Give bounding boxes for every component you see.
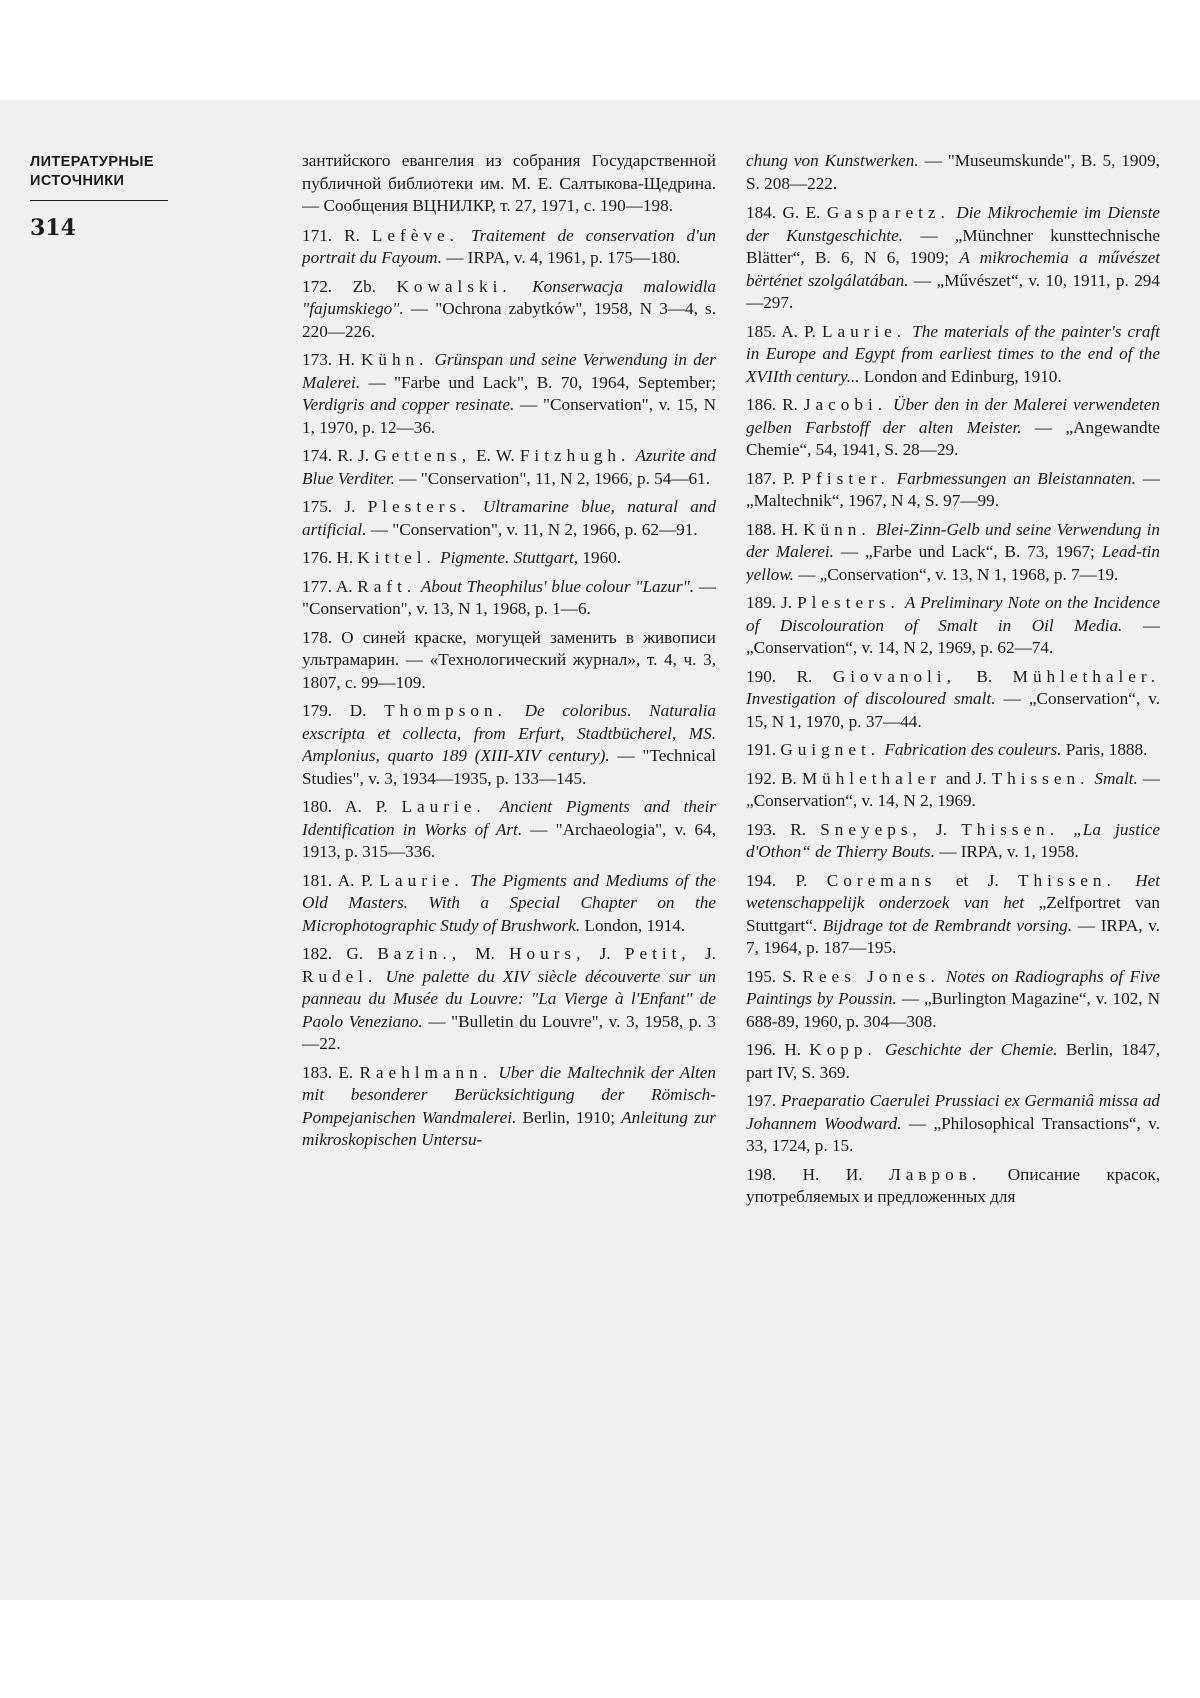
entry-text: 181. A. P. — [302, 870, 380, 890]
bibliography-entry — [746, 739, 1160, 762]
entry-author: Guignet. — [780, 740, 881, 759]
entry-text: — „Conservation“, v. 13, N 1, 1968, p. 7—19. — [793, 564, 1119, 584]
entry-title: Traitement de conservation d'un portrait du Fayoum. — [302, 225, 716, 267]
entry-title: A mikrochemia a művészet bërténet szolgálatában. — [746, 248, 1160, 290]
entry-title: The materials of the painter's craft in Europe and Egypt from earliest times to the end of the XVIIth century... — [746, 321, 1160, 386]
page-number: 314 — [30, 215, 76, 241]
entry-title: Farbmessungen an Bleistannaten. — [896, 468, 1137, 488]
entry-title: Fabrication des couleurs. — [884, 740, 1062, 759]
entry-text: Berlin, 1847, part IV, S. 369. — [746, 1040, 1160, 1082]
entry-title: Notes on Radiographs of Five Paintings by Poussin. — [746, 966, 1160, 1008]
entry-text: 196. H. — [746, 1040, 810, 1059]
entry-title: Ultramarine blue, natural and artificial. — [302, 497, 716, 539]
entry-text: 194. P. — [746, 870, 827, 890]
entry-text: 183. E. — [302, 1062, 360, 1082]
entry-text: 188. H. — [746, 519, 804, 539]
entry-author: Plesters. — [797, 593, 900, 612]
book-page — [0, 100, 1200, 1600]
entry-text: 185. A. P. — [746, 321, 822, 341]
entry-text: 189. J. — [746, 593, 798, 612]
entry-text: — "Conservation", 11, N 2, 1966, p. 54—61. — [394, 468, 711, 488]
entry-text: M. — [461, 944, 510, 963]
entry-text: 186. R. — [746, 395, 804, 414]
section-title: ЛИТЕРАТУРНЫЕ ИСТОЧНИКИ — [30, 154, 154, 189]
entry-text: 174. R. J. — [302, 446, 375, 465]
bibliography-entry — [746, 768, 1160, 813]
entry-text: Paris, 1888. — [1061, 740, 1148, 759]
entry-text: — "Conservation", v. 15, N 1, 1970, p. 12—36. — [302, 395, 716, 437]
entry-text: J. — [921, 819, 962, 839]
entry-title: Une palette du XIV siècle découverte sur un panneau du Musée du Louvre: "La Vierge à l'Enfant" de Paolo Veneziano. — [302, 966, 716, 1031]
bibliography-entry — [302, 225, 716, 270]
entry-title: Grünspan und seine Verwendung in der Malerei. — [302, 350, 716, 392]
entry-author: Thompson. — [384, 701, 507, 720]
bibliography-entry — [302, 349, 716, 439]
entry-text — [507, 701, 525, 720]
entry-text: 172. Zb. — [302, 276, 397, 296]
entry-title: Lead-tin yellow. — [746, 542, 1160, 584]
entry-text: — "Museumskunde", B. 5, 1909, S. 208—222. — [746, 151, 1160, 193]
entry-title: The Pigments and Mediums of the Old Masters. With a Special Chapter on the Microphotographic Study of Brushwork. — [302, 870, 716, 935]
bibliography-entry — [302, 496, 716, 541]
entry-text: 191. — [746, 740, 781, 759]
bibliography-entry — [746, 202, 1160, 315]
entry-text: 192. B. — [746, 768, 802, 788]
entry-title: Bijdrage tot de Rembrandt vorsing. — [822, 915, 1073, 935]
entry-author: Sneyeps, — [820, 819, 922, 839]
entry-author: Thissen. — [991, 768, 1090, 788]
bibliography-entry — [746, 1039, 1160, 1084]
entry-title: Über den in der Malerei verwendeten gelben Farbstoff der alten Meister. — [746, 395, 1160, 437]
entry-text: 1960. — [578, 548, 622, 567]
entry-text: E. W. — [471, 446, 520, 465]
bibliography-entry — [302, 445, 716, 490]
entry-text: 177. A. — [302, 576, 358, 596]
entry-text — [459, 226, 471, 245]
bibliography-entry — [302, 276, 716, 344]
entry-title: Blei-Zinn-Gelb und seine Verwendung in der Malerei. — [746, 519, 1160, 561]
entry-author: Rudel. — [302, 966, 378, 986]
entry-text: — IRPA, v. 7, 1964, p. 187—195. — [746, 915, 1160, 957]
entry-author: Giovanoli, — [832, 666, 956, 686]
entry-title: Konserwacja malowidla "fajumskiego". — [302, 276, 716, 318]
entry-author: Rees Jones. — [802, 966, 940, 986]
entry-text: J. — [585, 944, 625, 963]
entry-text — [377, 967, 385, 986]
entry-text: 198. Н. И. — [746, 1164, 890, 1184]
bibliography-entry — [302, 943, 716, 1056]
entry-text: 184. G. E. — [746, 203, 827, 222]
bibliography-column-left — [302, 150, 716, 1590]
entry-author: Лавров. — [889, 1164, 982, 1184]
entry-text: 195. S. — [746, 966, 803, 986]
bibliography-entry — [746, 519, 1160, 587]
bibliography-entry — [746, 150, 1160, 195]
entry-title: „La justice d'Othon“ de Thierry Bouts. — [746, 819, 1160, 861]
header-rule — [30, 200, 168, 201]
entry-text: зантийского евангелия из собрания Государственной публичной библиотеки им. М. Е. Салтыкова-Щедрина. — Сообщения ВЦНИЛКР, т. 27, 1971, с. 190—198. — [302, 151, 716, 215]
bibliography-entry — [302, 700, 716, 790]
entry-author: Petit, — [624, 944, 691, 963]
entry-text: 182. G. — [302, 944, 378, 963]
entry-title: De coloribus. Naturalia exscripta et collecta, from Erfurt, Stadtbücherel, MS. Amplonius, quarto 189 (XIII-XIV century). — [302, 701, 716, 765]
bibliography-entry — [746, 394, 1160, 462]
entry-text — [890, 469, 897, 488]
bibliography-column-right — [746, 150, 1160, 1590]
entry-text: — "Conservation", v. 13, N 1, 1968, p. 1—6. — [302, 576, 716, 618]
entry-text: — „Burlington Magazine“, v. 102, N 688-89, 1960, p. 304—308. — [746, 989, 1160, 1031]
entry-text: Описание красок, употребляемых и предложенных для — [746, 1164, 1160, 1206]
bibliography-entry — [746, 870, 1160, 960]
bibliography-entry — [746, 1090, 1160, 1158]
entry-text: 176. H. — [302, 548, 358, 567]
entry-author: Laurie. — [821, 321, 907, 341]
bibliography-entry — [302, 1062, 716, 1152]
entry-author: Raft. — [357, 576, 417, 596]
bibliography-entry — [746, 321, 1160, 389]
entry-title: Azurite and Blue Verditer. — [302, 446, 716, 488]
entry-text — [1116, 871, 1135, 890]
entry-text: 178. О синей краске, могущей заменить в живописи ультрамарин. — «Технологический журнал», т. 4, ч. 3, 1807, с. 99—109. — [302, 627, 716, 692]
page-margin-header — [30, 153, 190, 241]
entry-author: Mühlethaler. — [1012, 666, 1160, 686]
entry-title: Uber die Maltechnik der Alten mit besonderer Berücksichtigung der Römisch-Pompejanischen Wandmalerei. — [302, 1062, 716, 1127]
entry-author: Kühn. — [360, 350, 429, 369]
entry-text — [470, 497, 482, 516]
entry-text: 171. R. — [302, 225, 372, 245]
entry-author: Gettens, — [374, 446, 472, 465]
entry-text: — „Philosophical Transactions“, v. 33, 1724, p. 15. — [746, 1113, 1160, 1155]
bibliography-entry — [746, 592, 1160, 660]
entry-author: Laurie. — [379, 870, 464, 890]
entry-text: — „Angewandte Chemie“, 54, 1941, S. 28—29. — [746, 417, 1160, 459]
entry-text: — "Farbe und Lack", B. 70, 1964, September; — [360, 372, 716, 392]
bibliography-entry — [302, 150, 716, 218]
entry-author: Gasparetz. — [826, 203, 950, 222]
entry-text: 197. — [746, 1091, 781, 1110]
entry-author: Thissen. — [1018, 870, 1116, 890]
bibliography-entry — [746, 468, 1160, 513]
entry-title: About Theophilus' blue colour "Lazur". — [420, 576, 695, 596]
entry-text: J. — [690, 944, 716, 963]
entry-text: 193. R. — [746, 819, 821, 839]
entry-text — [486, 797, 500, 816]
entry-author: Raehlmann. — [359, 1062, 493, 1082]
entry-text: B. — [955, 666, 1013, 686]
entry-text: — „Farbe und Lack“, B. 73, 1967; — [833, 542, 1102, 561]
entry-text: 190. R. — [746, 666, 833, 686]
entry-author: Kopp. — [809, 1040, 877, 1059]
bibliography-entry — [746, 666, 1160, 734]
entry-text: 180. A. P. — [302, 797, 402, 816]
entry-title: Pigmente. Stuttgart, — [440, 548, 579, 567]
entry-text: Berlin, 1910; — [516, 1107, 622, 1127]
entry-text: „Zelfportret van Stuttgart“. — [746, 893, 1160, 935]
bibliography-entry — [302, 627, 716, 695]
entry-text: 187. P. — [746, 468, 802, 488]
entry-title: Anleitung zur mikroskopischen Untersu- — [302, 1107, 716, 1149]
entry-text: — „Maltechnik“, 1967, N 4, S. 97—99. — [746, 468, 1160, 510]
entry-author: Thissen. — [961, 819, 1060, 839]
entry-text: London, 1914. — [580, 915, 686, 935]
entry-text: — IRPA, v. 4, 1961, p. 175—180. — [441, 248, 681, 267]
entry-author: Kittel. — [357, 548, 436, 567]
bibliography-entry — [746, 819, 1160, 864]
entry-text: — „Conservation“, v. 15, N 1, 1970, p. 37—44. — [746, 689, 1160, 731]
entry-author: Coremans — [826, 870, 937, 890]
entry-author: Hours, — [509, 944, 586, 963]
entry-title: Geschichte der Chemie. — [885, 1040, 1058, 1059]
bibliography-entry — [302, 870, 716, 938]
entry-author: Jacobi. — [803, 395, 888, 414]
entry-text: — "Conservation", v. 11, N 2, 1966, p. 62—91. — [366, 519, 698, 539]
entry-text: — IRPA, v. 1, 1958. — [934, 842, 1079, 861]
entry-author: Laurie. — [401, 797, 486, 816]
entry-text: — „Conservation“, v. 14, N 2, 1969. — [746, 768, 1160, 810]
entry-author: Mühlethaler — [801, 768, 941, 788]
entry-text: et J. — [936, 870, 1019, 890]
entry-text: — "Archaeologia", v. 64, 1913, p. 315—336. — [302, 819, 716, 861]
entry-text: — "Technical Studies", v. 3, 1934—1935, p. 133—145. — [302, 746, 716, 788]
entry-author: Plesters. — [367, 497, 471, 516]
entry-author: Lefève. — [371, 225, 459, 245]
entry-author: Pfister. — [801, 468, 890, 488]
bibliography-entry — [302, 576, 716, 621]
bibliography-entry — [302, 796, 716, 864]
entry-text: — „Münchner kunsttechnische Blätter“, B. 6, N 6, 1909; — [746, 225, 1160, 267]
entry-title: Investigation of discoloured smalt. — [746, 689, 996, 708]
entry-title: Smalt. — [1094, 768, 1138, 788]
entry-author: Fitzhugh. — [519, 446, 631, 465]
entry-text: 179. D. — [302, 701, 385, 720]
bibliography-entry — [302, 547, 716, 570]
entry-title: Praeparatio Caerulei Prussiaci ex Germaniâ missa ad Johannem Woodward. — [746, 1091, 1160, 1133]
entry-title: Het wetenschappelijk onderzoek van het — [746, 870, 1160, 912]
entry-text: 175. J. — [302, 497, 368, 516]
entry-text: — "Bulletin du Louvre", v. 3, 1958, p. 3—22. — [302, 1011, 716, 1053]
entry-text — [877, 1040, 885, 1059]
entry-title: chung von Kunstwerken. — [746, 151, 919, 170]
entry-author: Bazin., — [377, 944, 461, 963]
entry-author: Kowalski. — [396, 276, 512, 296]
entry-text: and J. — [940, 768, 992, 788]
entry-text — [512, 277, 533, 296]
entry-text: — „Conservation“, v. 14, N 2, 1969, p. 62—74. — [746, 615, 1160, 657]
entry-title: Verdigris and copper resinate. — [302, 395, 515, 414]
entry-title: Die Mikrochemie im Dienste der Kunstgeschichte. — [746, 203, 1160, 245]
entry-text: 173. H. — [302, 350, 361, 369]
entry-title: Ancient Pigments and their Identification in Works of Art. — [302, 797, 716, 839]
bibliography-entry — [746, 966, 1160, 1034]
entry-text — [1059, 820, 1073, 839]
bibliography-entry — [746, 1164, 1160, 1209]
entry-text: — „Művészet“, v. 10, 1911, p. 294—297. — [746, 270, 1160, 312]
entry-text: London and Edinburg, 1910. — [859, 366, 1062, 386]
entry-text: — "Ochrona zabytków", 1958, N 3—4, s. 220—226. — [302, 299, 716, 341]
entry-author: Künn. — [803, 519, 871, 539]
entry-title: A Preliminary Note on the Incidence of Discolouration of Smalt in Oil Media. — [746, 593, 1160, 635]
